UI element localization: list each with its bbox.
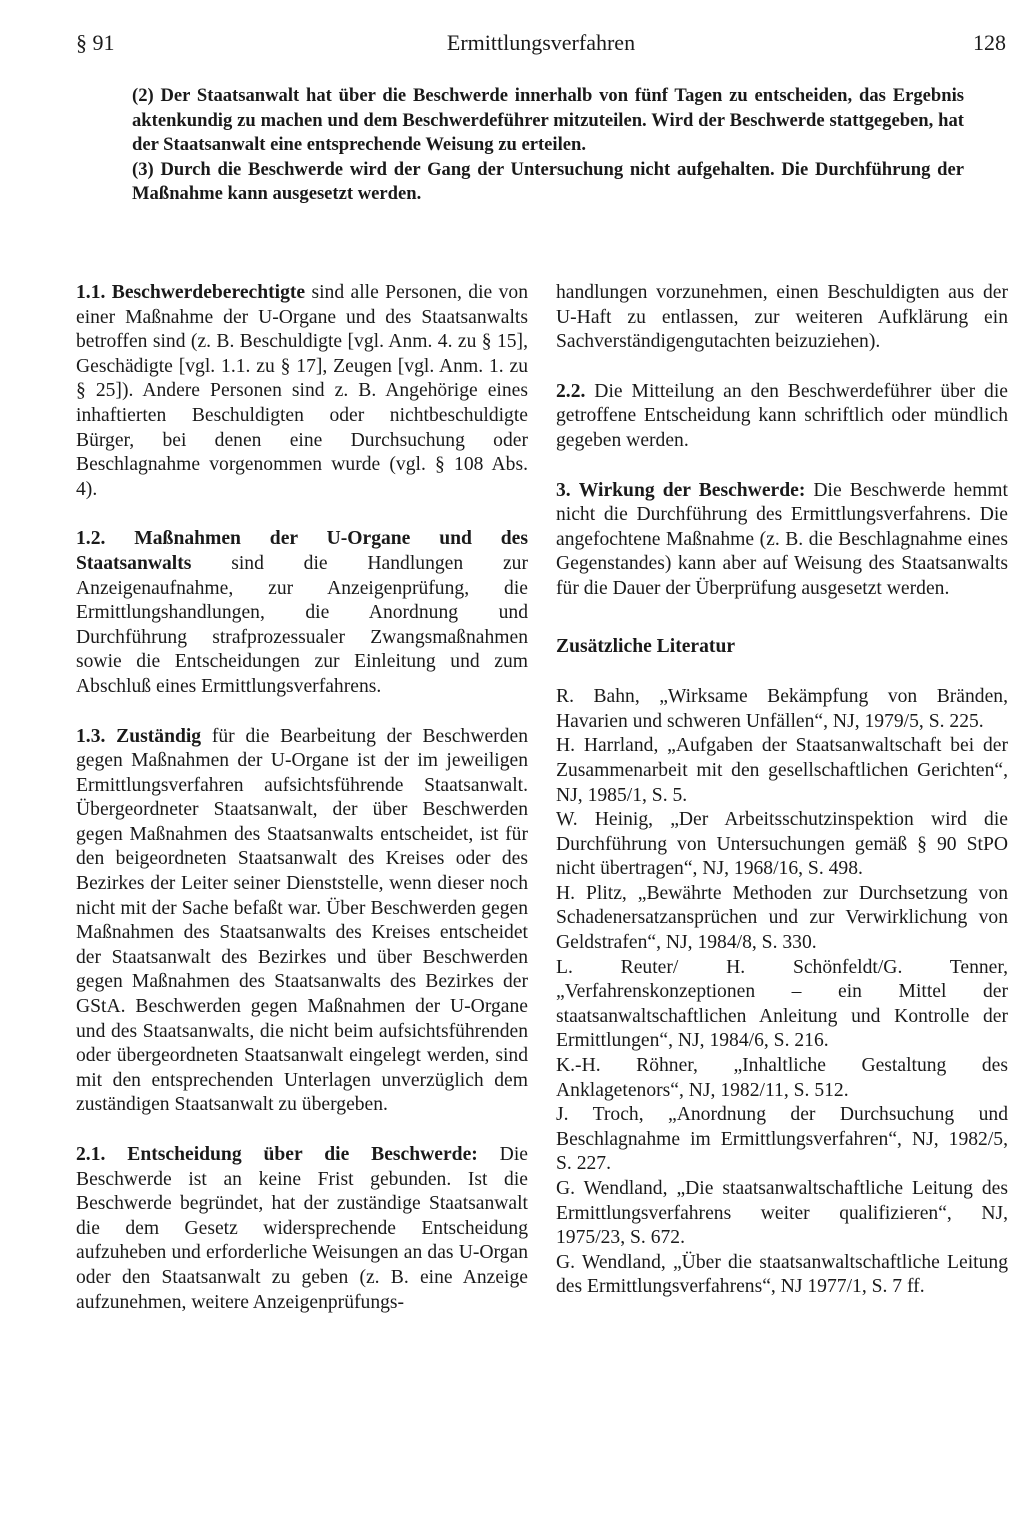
annotation-text: Die Beschwerde ist an keine Frist gebunden. Ist die Beschwerde begründet, hat der zuständige Staatsanwalt die dem Gesetz widersprechende Entscheidung aufzuheben und erforderliche Weisungen an das U-Organ oder den Staatsanwalt zu geben (z. B. eine Anzeige aufzunehmen, weitere Anzeigenprüfungs-: [76, 1144, 528, 1313]
annotation-1-1: [76, 281, 528, 502]
annotation-3: [556, 479, 1008, 602]
annotation-number: 1.2.: [76, 528, 106, 550]
annotation-number: 2.1.: [76, 1144, 106, 1165]
commentary-left-column: [76, 281, 528, 1340]
literature-item: G. Wendland, „Die staatsanwaltschaftliche Leitung des Ermittlungsverfahrens weiter qualifizieren“, NJ, 1975/23, S. 672.: [556, 1178, 1008, 1249]
literature-item: R. Bahn, „Wirksame Bekämpfung von Bränden, Havarien und schweren Unfällen“, NJ, 1979/5, S. 225.: [556, 686, 1008, 732]
annotation-text: Die Beschwerde hemmt nicht die Durchführung des Ermittlungsverfahrens. Die angefochtene Maßnahme (z. B. die Beschlagnahme eines Gegenstandes) kann aber auf Weisung des Staatsanwalts für die Dauer der Überprüfung ausgesetzt werden.: [556, 479, 1008, 599]
annotation-number: 1.3.: [76, 725, 106, 747]
annotation-keyword: Maßnahmen der U-Organe und des Staatsanwalts: [76, 528, 528, 574]
commentary-right-column: [556, 281, 1008, 1300]
annotation-text: sind alle Personen, die von einer Maßnahme der U-Organe und des Staatsanwalts betroffen sind (z. B. Beschuldigte [vgl. Anm. 4. zu § 15], Geschädigte [vgl. 1.1. zu § 17], Zeugen [vgl. Anm. 1. zu § 25]). Andere Personen sind z. B. Angehörige eines inhaftierten Beschuldigten oder nichtbeschuldigte Bürger, bei denen eine Durchsuchung oder Beschlagnahme vorgenommen wurde (vgl. § 108 Abs. 4).: [76, 282, 528, 500]
annotation-keyword: Zuständig: [116, 725, 202, 747]
statute-text: [132, 84, 964, 207]
section-number: § 91: [76, 30, 115, 55]
annotation-text: für die Bearbeitung der Beschwerden gegen Maßnahmen der U-Organe ist der im jeweiligen Ermittlungsverfahren aufsichtsführende Staatsanwalt. Übergeordneter Staatsanwalt, der über Beschwerden gegen Maßnahmen des Staatsanwalts entscheidet, ist für den beigeordneten Staatsanwalt des Kreises oder des Bezirkes der Leiter seiner Dienststelle, wenn dieser noch nicht mit der Sache befaßt war. Über Beschwerden gegen Maßnahmen des Staatsanwalts des Kreises entscheidet der Staatsanwalt des Bezirkes und über Beschwerden gegen Maßnahmen des Staatsanwalts des Bezirkes der GStA. Beschwerden gegen Maßnahmen der U-Organe und des Staatsanwalts, die nicht beim aufsichtsführenden oder übergeordneten Staatsanwalt eingelegt werden, sind mit den entsprechenden Unterlagen unverzüglich dem zuständigen Staatsanwalt zu übergeben.: [76, 725, 528, 1116]
statute-paragraph-3: (3) Durch die Beschwerde wird der Gang der Untersuchung nicht aufgehalten. Die Durchführung der Maßnahme kann ausgesetzt werden.: [132, 158, 964, 205]
page-number: 128: [973, 30, 1006, 55]
annotation-text: handlungen vorzunehmen, einen Beschuldigten aus der U-Haft zu entlassen, zur weiteren Aufklärung ein Sachverständigengutachten beizuziehen).: [556, 282, 1008, 353]
annotation-keyword: Wirkung der Beschwerde:: [578, 479, 806, 501]
literature-list: [556, 685, 1008, 1300]
annotation-number: 2.2.: [556, 380, 586, 402]
literature-item: K.-H. Röhner, „Inhaltliche Gestaltung des Anklagetenors“, NJ, 1982/11, S. 512.: [556, 1055, 1008, 1101]
header-title: Ermittlungsverfahren: [446, 30, 636, 55]
annotation-keyword: Entscheidung über die Beschwerde:: [127, 1144, 478, 1165]
annotation-2-1-continued: [556, 281, 1008, 355]
annotation-2-1: [76, 1143, 528, 1315]
statute-paragraph-2: (2) Der Staatsanwalt hat über die Beschwerde innerhalb von fünf Tagen zu entscheiden, das Ergebnis aktenkundig zu machen und dem Beschwerdeführer mitzuteilen. Wird der Beschwerde stattgegeben, hat der Staatsanwalt eine entsprechende Weisung zu erteilen.: [132, 85, 964, 156]
annotation-text: sind die Handlungen zur Anzeigenaufnahme, zur Anzeigenprüfung, die Ermittlungshandlungen, die Anordnung und Durchführung strafprozessualer Zwangsmaßnahmen sowie die Entscheidungen zur Einleitung und zum Abschluß eines Ermittlungsverfahrens.: [76, 552, 528, 697]
running-header: [76, 30, 1006, 62]
annotation-number: 3.: [556, 479, 571, 501]
annotation-keyword: Beschwerdeberechtigte: [111, 282, 306, 303]
annotation-2-2: [556, 380, 1008, 454]
annotation-1-2: [76, 527, 528, 699]
literature-item: J. Troch, „Anordnung der Durchsuchung und Beschlagnahme im Ermittlungsverfahren“, NJ, 1982/5, S. 227.: [556, 1104, 1008, 1175]
annotation-text: Die Mitteilung an den Beschwerdeführer über die getroffene Entscheidung kann schriftlich oder mündlich gegeben werden.: [556, 380, 1008, 451]
annotation-number: 1.1.: [76, 282, 106, 303]
literature-item: L. Reuter/ H. Schönfeldt/G. Tenner, „Verfahrenskonzeptionen – ein Mittel der staatsanwaltschaftlichen Anleitung und Kontrolle der Ermittlungen“, NJ, 1984/6, S. 216.: [556, 956, 1008, 1052]
literature-item: G. Wendland, „Über die staatsanwaltschaftliche Leitung des Ermittlungsverfahrens“, NJ 1977/1, S. 7 ff.: [556, 1251, 1008, 1298]
literature-item: H. Harrland, „Aufgaben der Staatsanwaltschaft bei der Zusammenarbeit mit den gesellschaftlichen Gerichten“, NJ, 1985/1, S. 5.: [556, 735, 1008, 806]
annotation-1-3: [76, 725, 528, 1119]
literature-item: W. Heinig, „Der Arbeitsschutzinspektion wird die Durchführung von Untersuchungen gemäß § 90 StPO nicht übertragen“, NJ, 1968/16, S. 498.: [556, 809, 1008, 880]
literature-heading: Zusätzliche Literatur: [556, 635, 736, 657]
literature-item: H. Plitz, „Bewährte Methoden zur Durchsetzung von Schadenersatzansprüchen und zur Verwirklichung von Geldstrafen“, NJ, 1984/8, S. 330.: [556, 882, 1008, 954]
